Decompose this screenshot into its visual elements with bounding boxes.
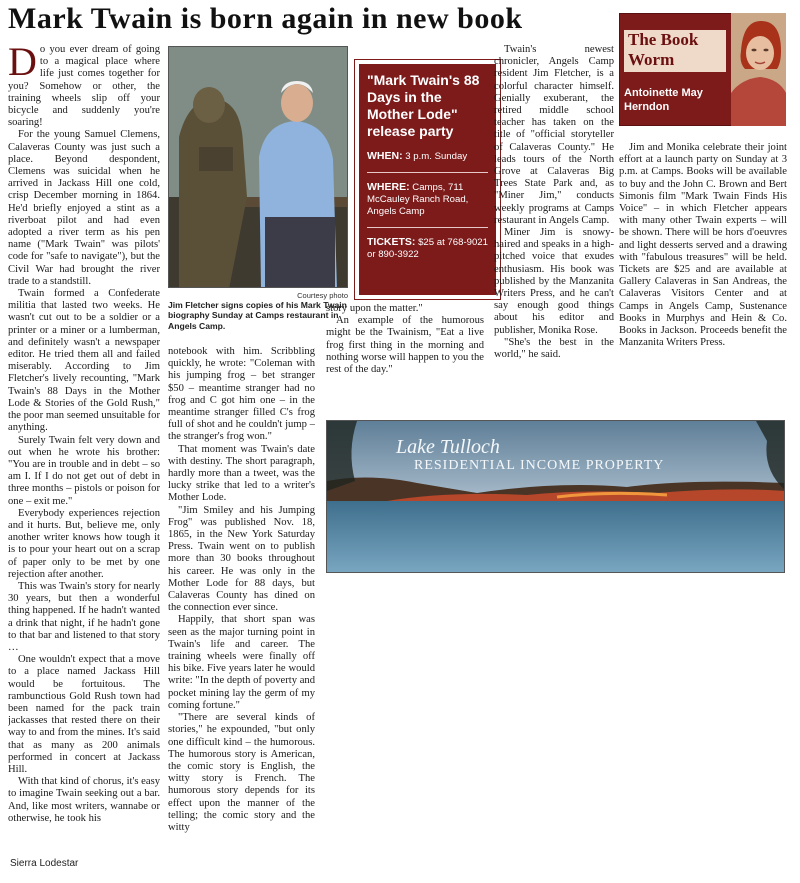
ad-subtitle: RESIDENTIAL INCOME PROPERTY (414, 458, 665, 473)
headline: Mark Twain is born again in new book (8, 2, 523, 35)
paragraph: Jim and Monika celebrate their joint effort at a launch party on Sunday at 3 p.m. at Camps. Books will be available to buy and the John C. Brown and Bert Simonis film "Mark Twain Finds His Voice" – in which Fletcher appears with many other Twain experts – will be shown. There will be hors d'oeuvres and light desserts served and a drawing with "fabulous treasures" will be held. Tickets are $25 and are available at Gallery Calaveras in San Andreas, the Calaveras Visitors Center and at Camps in Angels Camp, Sustenance Books in Murphys and Hein & Co. Books in Jackson. Proceeds benefit the Manzanita Writers Press. (619, 142, 787, 349)
ad-title: Lake Tulloch (396, 436, 500, 458)
paragraph: One wouldn't expect that a move to a place named Jackass Hill would be fortuitous. The rambunctious Gold Rush town had been named for the pack train jackasses that rested there on their way to and from the mines. It's said that as many as 200 animals performed in concert at Jackass Hill. (8, 654, 160, 775)
paragraph: Everybody experiences rejection and it hurts. But, believe me, only another writer knows how tough it is to pour your heart out on a scrap of paper only to be met by one rejection after another. (8, 507, 160, 580)
paragraph: Happily, that short span was seen as the major turning point in Twain's life and career. The training wheels were finally off his bike. Five years later he would write: "In the depth of poverty and pocket mining lay the germ of my coming fortune." (168, 614, 315, 711)
event-tickets: TICKETS: $25 at 768-9021 or 890-3922 (367, 236, 488, 260)
article-photo (168, 46, 348, 288)
event-box (355, 60, 500, 299)
column-name: The Book Worm (624, 30, 726, 72)
paragraph: o you ever dream of going to a magical place where life just comes together for you? Somehow or other, the training wheels slip off your bicycle and suddenly you're soaring! (8, 44, 160, 129)
article-column-5 (619, 142, 787, 412)
paragraph: story upon the matter." (326, 303, 423, 314)
paragraph: notebook with him. Scribbling quickly, he wrote: "Coleman with his jumping frog – bet stranger $50 – meantime stranger had no frog and C got him one – in the meantime stranger filled C's frog full of shot and he couldn't jump – the stranger's frog won." (168, 346, 315, 443)
drop-cap: D (8, 44, 37, 84)
event-where: WHERE: Camps, 711 McCauley Ranch Road, Angels Camp (367, 181, 469, 217)
paragraph: Miner Jim is snowy-haired and speaks in a high-pitched voice that exudes enthusiasm. His book was published by the Manzanita Writers Press, and he can't say enough good things about his editor and publisher, Monika Rose. (494, 227, 614, 336)
paragraph: With that kind of chorus, it's easy to imagine Twain seeking out a bar. And, like most writers, wannabe or otherwise, he took his (8, 776, 160, 824)
event-when: WHEN: 3 p.m. Sunday (367, 150, 468, 162)
article-column-2 (168, 346, 315, 854)
photo-credit: Courtesy photo (297, 291, 348, 300)
article-column-1 (8, 44, 160, 854)
paragraph: That moment was Twain's date with destiny. The short paragraph, hardly more than a tweet, was the lucky strike that led to a writer's Mother Lode. (168, 443, 315, 504)
publication-name: Sierra Lodestar (10, 858, 79, 869)
paragraph: Twain formed a Confederate militia that lasted two weeks. He wasn't cut out to be a soldier or a printer or a miner or a lumberman, and definitely wasn't a newspaper editor. He tried them all and failed miserably. According to Jim Fletcher's lively recounting, "Mark Twain's 88 Days in the Mother Lode & Stories of the Gold Rush," the poor man seemed unsuitable for anything. (8, 288, 160, 434)
paragraph: "She's the best in the world," he said. (494, 336, 614, 361)
event-title: "Mark Twain's 88 Days in the Mother Lode" release party (367, 72, 480, 139)
article-column-4 (494, 44, 614, 404)
author-portrait (731, 13, 786, 126)
author-byline: Antoinette May Herndon (624, 87, 703, 113)
paragraph: This was Twain's story for nearly 30 years, but then a wonderful thing happened. If he hadn't wanted a drink that night, if he hadn't gone to that bar and listened to that story … (8, 580, 160, 653)
paragraph: For the young Samuel Clemens, Calaveras County was just such a place. Beyond despondent, Clemens was suicidal when he arrived in Jackass Hill one cold, crisp December morning in 1864. He'd briefly enjoyed a stint as a riverboat pilot and had even adopted a river term as his pen name ("Mark Twain" was pilots' code for "safe to navigate"), but the Civil War had brought the river trade to a standstill. (8, 129, 160, 287)
paragraph: "Jim Smiley and his Jumping Frog" was published Nov. 18, 1865, in the New York Saturday Press. Twain went on to publish more than 30 books throughout his career. He was only in the Mother Lode for 88 days, but Calaveras County has dined on the connection ever since. (168, 504, 315, 614)
paragraph: "There are several kinds of stories," he expounded, "but only one difficult kind – the humorous. The humorous story is American, the comic story is English, the witty story is French. The humorous story depends for its effect upon the manner of the telling; the comic story and the witty (168, 712, 315, 833)
paragraph: Twain's newest chronicler, Angels Camp resident Jim Fletcher, is a colorful character himself. Genially exuberant, the retired middle school teacher has taken on the title of "official storyteller of Calaveras County." He leads tours of the North Grove at Calaveras Big Trees State Park and, as "Miner Jim," conducts weekly programs at Camps restaurant in Angels Camp. (494, 44, 614, 226)
paragraph: Surely Twain felt very down and out when he wrote his brother: "You are in trouble and in debt – so am I. If I do not get out of debt in three months – pistols or poison for one – exit me." (8, 434, 160, 507)
paragraph: An example of the humorous might be the Twainism, "Eat a live frog first thing in the morning and nothing worse will happen to you the rest of the day." (326, 315, 484, 376)
real-estate-ad (326, 420, 785, 573)
photo-caption: Jim Fletcher signs copies of his Mark Twain biography Sunday at Camps restaurant in Angels Camp. (168, 300, 347, 331)
article-column-3 (326, 303, 484, 407)
